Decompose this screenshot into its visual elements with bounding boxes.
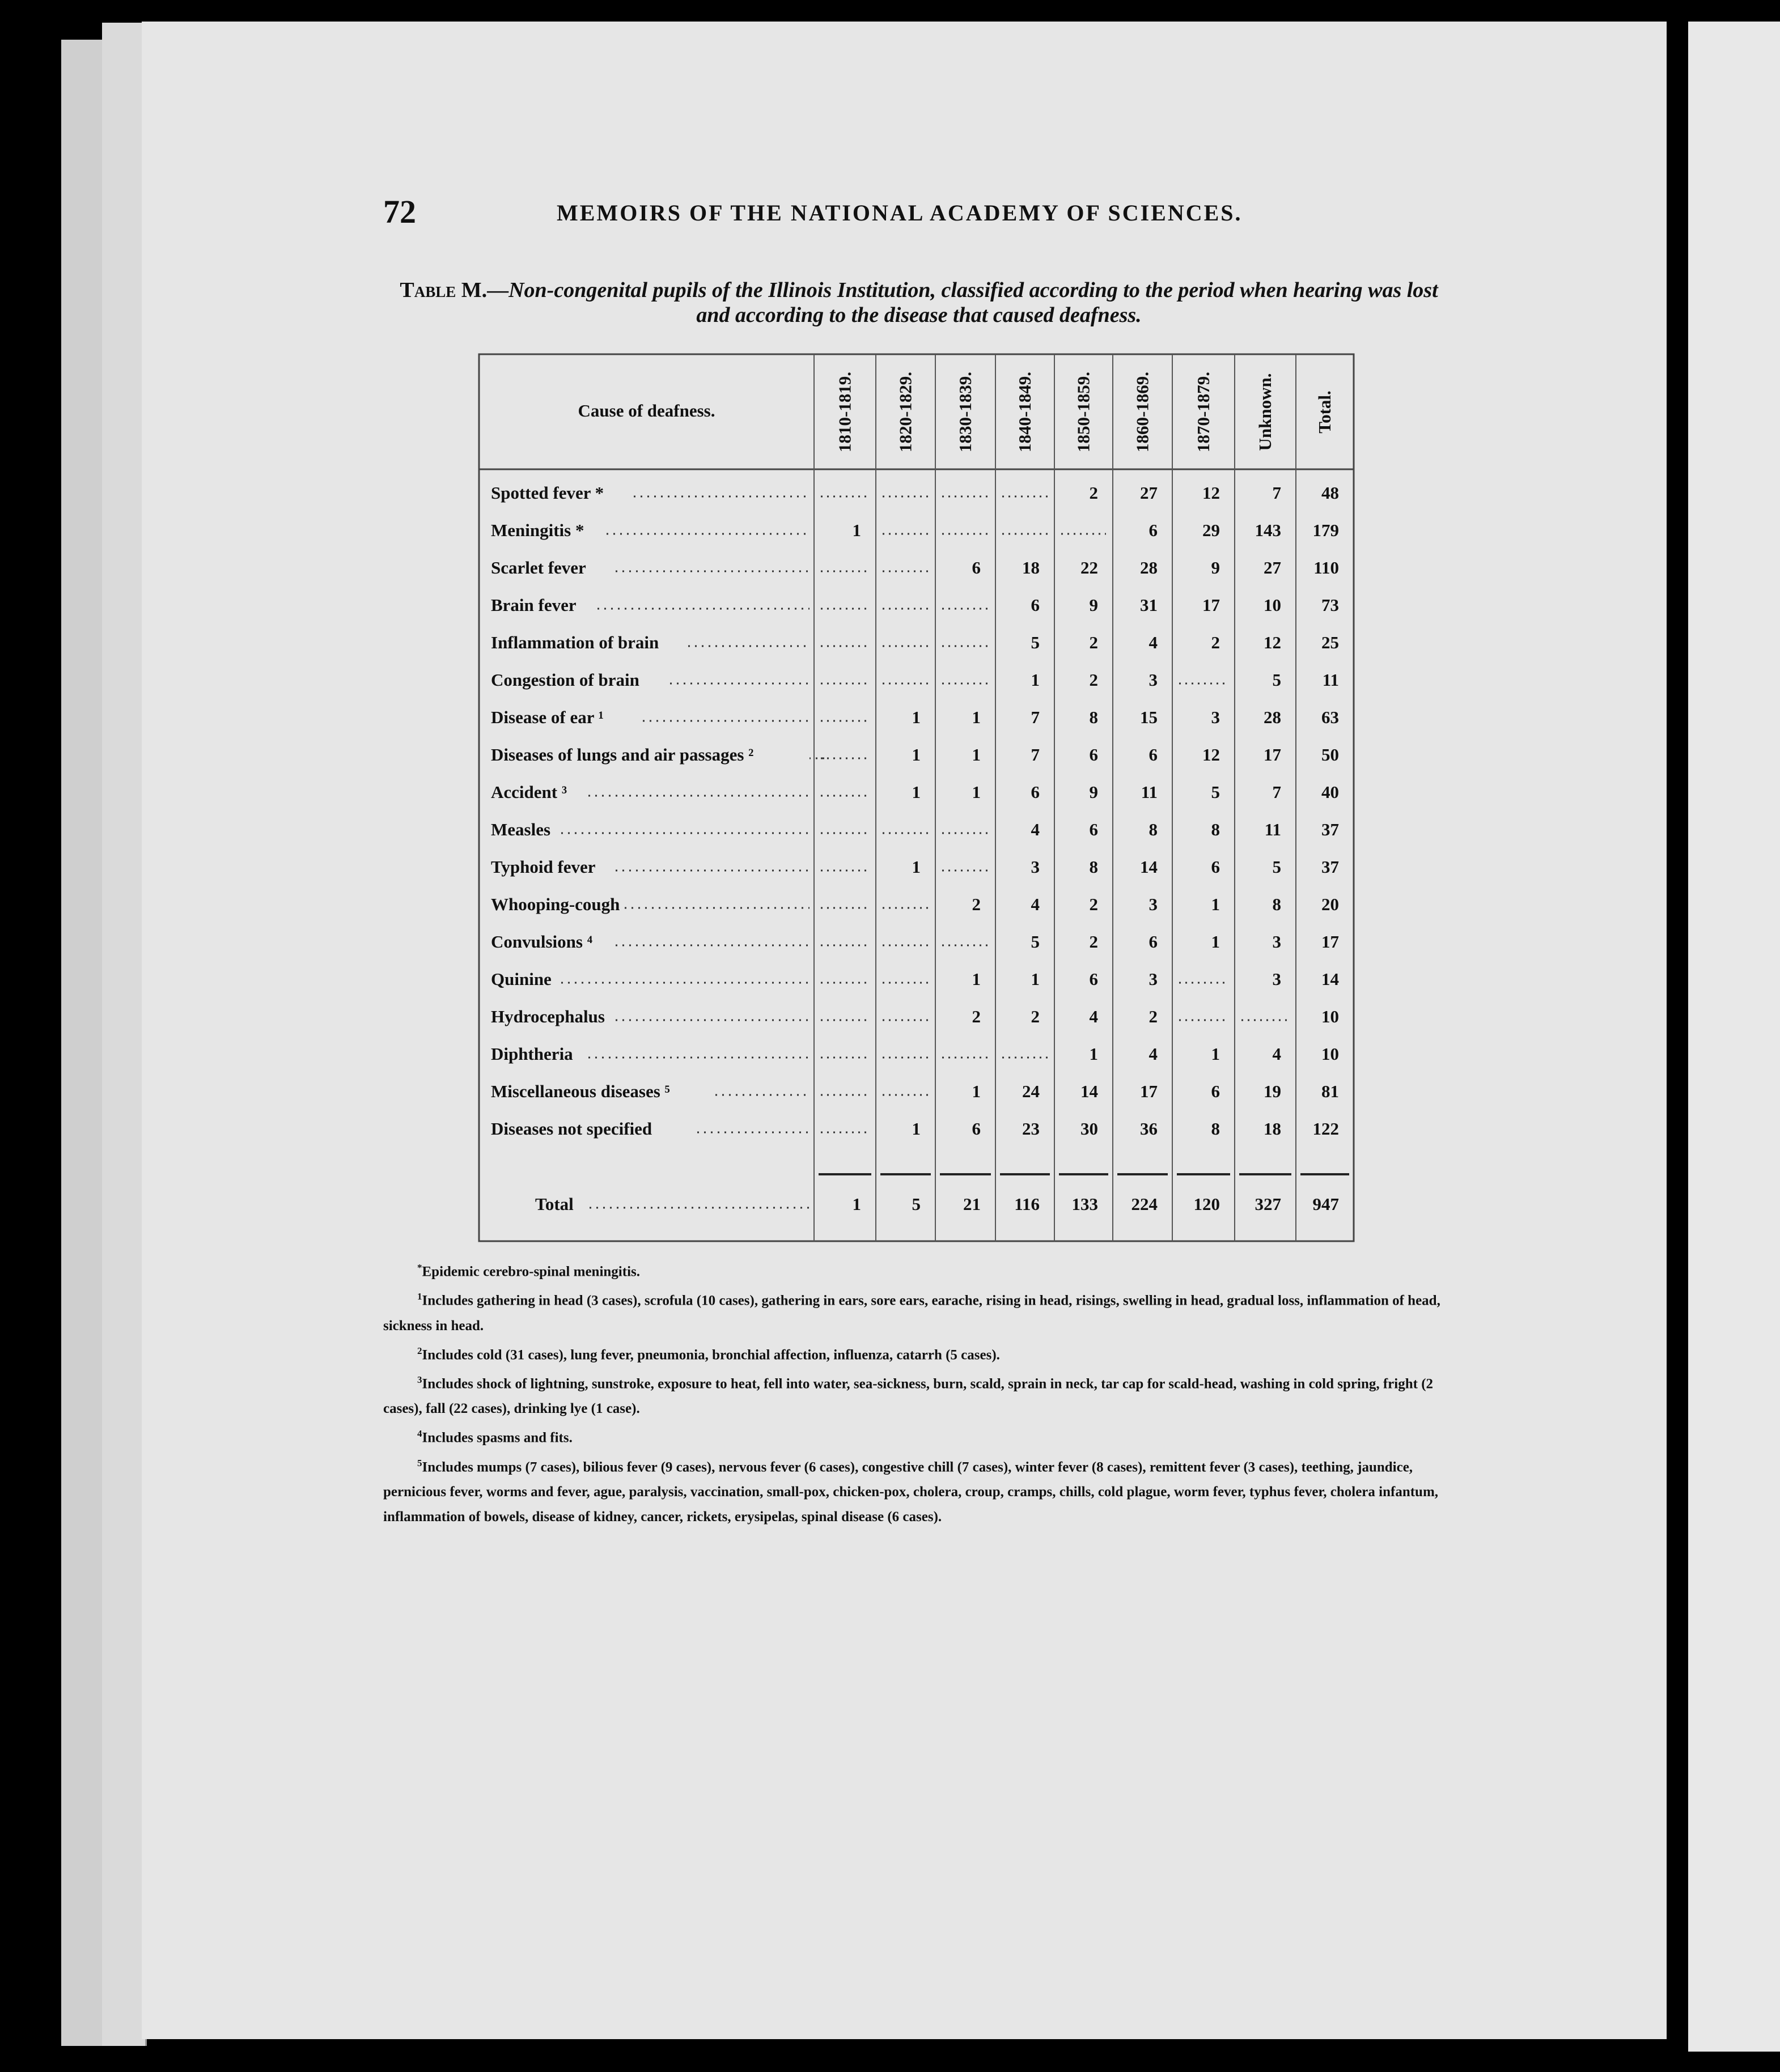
table-cell: 143: [1255, 520, 1281, 540]
table-cell: 31: [1140, 595, 1158, 615]
row-label: Inflammation of brain: [491, 632, 659, 652]
table-cell: 12: [1202, 745, 1220, 765]
table-cell: 9: [1089, 595, 1098, 615]
table-cell: 8: [1089, 707, 1098, 727]
table-cell: 6: [1089, 969, 1098, 989]
running-title: MEMOIRS OF THE NATIONAL ACADEMY OF SCIENCES.: [557, 200, 1243, 226]
column-header: 1860-1869.: [1132, 371, 1152, 453]
table-cell: 1: [912, 857, 921, 877]
table-cell: 8: [1272, 894, 1281, 914]
table-cell: 6: [1089, 820, 1098, 839]
footnotes: [383, 1255, 1447, 1530]
footnote: [383, 1421, 1447, 1450]
column-header: 1840-1849.: [1015, 371, 1035, 453]
row-label: Typhoid fever: [491, 857, 596, 877]
table-cell: 4: [1089, 1007, 1098, 1026]
column-header: 1820-1829.: [895, 371, 916, 453]
table-cell: 30: [1080, 1119, 1098, 1139]
table-cell: 12: [1202, 483, 1220, 503]
table-cell: 5: [1031, 632, 1040, 652]
caption-lead: Table M.—: [400, 278, 509, 302]
table-cell: 7: [1031, 745, 1040, 765]
table-cell: 7: [1272, 782, 1281, 802]
column-header: Unknown.: [1255, 373, 1275, 451]
table-cell: 1: [1031, 670, 1040, 690]
table-cell: 3: [1148, 670, 1158, 690]
table-cell: 22: [1080, 558, 1098, 578]
table-cell: 7: [1031, 707, 1040, 727]
total-cell: 21: [963, 1194, 981, 1214]
table-cell: 27: [1140, 483, 1158, 503]
row-label: Meningitis *: [491, 520, 584, 540]
table-cell: 6: [1211, 1081, 1220, 1101]
table-cell: 4: [1272, 1044, 1281, 1064]
table-cell: 4: [1148, 632, 1158, 652]
table-cell: 2: [1089, 670, 1098, 690]
footnote: [383, 1284, 1447, 1338]
footnote-mark: 3: [417, 1374, 422, 1385]
table-cell: 2: [1089, 632, 1098, 652]
table-cell: 2: [1089, 483, 1098, 503]
table-cell: 8: [1211, 1119, 1220, 1139]
column-header: 1850-1859.: [1073, 371, 1094, 453]
table-cell: 2: [1031, 1007, 1040, 1026]
table-cell: 10: [1321, 1044, 1339, 1064]
table-cell: 4: [1031, 820, 1040, 839]
table-cell: 6: [1211, 857, 1220, 877]
table-cell: 5: [1031, 932, 1040, 952]
table-cell: 20: [1321, 894, 1339, 914]
table-cell: 14: [1140, 857, 1158, 877]
table-cell: 9: [1089, 782, 1098, 802]
table-cell: 18: [1264, 1119, 1281, 1139]
table-cell: 6: [1148, 520, 1158, 540]
table-cell: 17: [1264, 745, 1281, 765]
table-cell: 48: [1321, 483, 1339, 503]
row-label: Accident ³: [491, 782, 567, 802]
row-label: Spotted fever *: [491, 483, 604, 503]
table-cell: 12: [1264, 632, 1281, 652]
row-label: Quinine: [491, 969, 552, 989]
table-cell: 6: [1148, 745, 1158, 765]
total-cell: 133: [1071, 1194, 1098, 1214]
table-cell: 73: [1321, 595, 1339, 615]
row-label: Convulsions ⁴: [491, 932, 593, 952]
table-cell: 23: [1022, 1119, 1040, 1139]
table-cell: 28: [1140, 558, 1158, 578]
table-cell: 36: [1140, 1119, 1158, 1139]
table-cell: 1: [912, 782, 921, 802]
total-cell: 327: [1255, 1194, 1281, 1214]
table-cell: 4: [1148, 1044, 1158, 1064]
row-label: Scarlet fever: [491, 558, 586, 578]
row-label: Congestion of brain: [491, 670, 639, 690]
table-cell: 6: [1031, 782, 1040, 802]
table-cell: 1: [972, 707, 981, 727]
table-cell: 3: [1148, 969, 1158, 989]
table-cell: 1: [1031, 969, 1040, 989]
footnote-text: Includes cold (31 cases), lung fever, pneumonia, bronchial affection, influenza, catarrh (5 cases).: [422, 1347, 1000, 1362]
footnote: [383, 1255, 1447, 1284]
table-cell: 37: [1321, 857, 1339, 877]
footnote: [383, 1368, 1447, 1421]
column-header: Total.: [1315, 390, 1334, 434]
row-label: Diseases of lungs and air passages ²: [491, 745, 754, 765]
footnote-mark: *: [417, 1262, 422, 1273]
total-cell: 5: [912, 1194, 921, 1214]
table-cell: 63: [1321, 707, 1339, 727]
table-cell: 1: [972, 969, 981, 989]
table-cell: 1: [1089, 1044, 1098, 1064]
footnote-text: Includes mumps (7 cases), bilious fever (9 cases), nervous fever (6 cases), congestive chill (7 cases), winter fever (8 cases), remittent fever (3 cases), teething, jaundice, pernicious fever, worms and fever, ague, paralysis, vaccination, small-pox, chicken-pox, cholera, croup, cramps, chills, cold plague, worm fever, typhus fever, cholera infantum, inflammation of bowels, disease of kidney, cancer, rickets, erysipelas, spinal disease (6 cases).: [383, 1459, 1439, 1525]
table-cell: 5: [1272, 670, 1281, 690]
table-cell: 37: [1321, 820, 1339, 839]
table-cell: 8: [1211, 820, 1220, 839]
total-cell: 947: [1312, 1194, 1339, 1214]
table-cell: 17: [1321, 932, 1339, 952]
table-cell: 3: [1031, 857, 1040, 877]
table-cell: 5: [1272, 857, 1281, 877]
table-cell: 1: [1211, 894, 1220, 914]
table-cell: 25: [1321, 632, 1339, 652]
total-label: Total: [535, 1194, 574, 1214]
table-cell: 50: [1321, 745, 1339, 765]
footnote: [383, 1339, 1447, 1368]
table-cell: 1: [1211, 932, 1220, 952]
footnote-mark: 1: [417, 1291, 422, 1302]
footnote-mark: 5: [417, 1457, 422, 1468]
footnote-text: Includes gathering in head (3 cases), scrofula (10 cases), gathering in ears, sore ears, earache, rising in head, risings, swelling in head, gradual loss, inflammation of head, sickness in head.: [383, 1293, 1440, 1334]
footnote-mark: 2: [417, 1345, 422, 1356]
footnote: [383, 1451, 1447, 1530]
table-cell: 81: [1321, 1081, 1339, 1101]
table-cell: 1: [912, 745, 921, 765]
table-cell: 110: [1313, 558, 1339, 578]
table-cell: 6: [1148, 932, 1158, 952]
table-cell: 2: [1089, 932, 1098, 952]
caption-text: Non-congenital pupils of the Illinois Institution, classified according to the period when hearing was lost and according to the disease that caused deafness.: [508, 278, 1438, 327]
column-header: 1810-1819.: [834, 371, 855, 453]
table-cell: 11: [1141, 782, 1158, 802]
total-cell: 116: [1014, 1194, 1040, 1214]
table-cell: 8: [1089, 857, 1098, 877]
table-cell: 1: [912, 707, 921, 727]
table-cell: 6: [1089, 745, 1098, 765]
table-cell: 3: [1148, 894, 1158, 914]
table-cell: 18: [1022, 558, 1040, 578]
row-label: Diphtheria: [491, 1044, 573, 1064]
table-cell: 29: [1202, 520, 1220, 540]
table-cell: 7: [1272, 483, 1281, 503]
footnote-text: Includes shock of lightning, sunstroke, exposure to heat, fell into water, sea-sickness, burn, scald, sprain in neck, tar cap for scald-head, washing in cold spring, fright (2 cases), fall (22 cases), drinking lye (1 case).: [383, 1376, 1434, 1417]
table-cell: 27: [1264, 558, 1281, 578]
total-cell: 120: [1193, 1194, 1220, 1214]
table-cell: 5: [1211, 782, 1220, 802]
table-cell: 1: [912, 1119, 921, 1139]
footnote-text: Includes spasms and fits.: [422, 1430, 573, 1446]
table-cell: 6: [972, 558, 981, 578]
row-label: Diseases not specified: [491, 1119, 652, 1139]
row-label: Brain fever: [491, 595, 577, 615]
row-label: Miscellaneous diseases ⁵: [491, 1081, 670, 1101]
table-cell: 8: [1148, 820, 1158, 839]
footnote-text: Epidemic cerebro-spinal meningitis.: [422, 1264, 640, 1280]
table-cell: 1: [1211, 1044, 1220, 1064]
table-cell: 1: [852, 520, 861, 540]
table-cell: 3: [1272, 969, 1281, 989]
table-cell: 15: [1140, 707, 1158, 727]
table-cell: 10: [1264, 595, 1281, 615]
table-cell: 14: [1080, 1081, 1098, 1101]
row-label: Hydrocephalus: [491, 1007, 605, 1026]
table-cell: 9: [1211, 558, 1220, 578]
total-cell: 224: [1131, 1194, 1158, 1214]
column-header: 1870-1879.: [1193, 371, 1213, 453]
table-cell: 14: [1321, 969, 1339, 989]
table-cell: 1: [972, 782, 981, 802]
table-cell: 122: [1312, 1119, 1339, 1139]
table-cell: 179: [1312, 520, 1339, 540]
table-cell: 19: [1264, 1081, 1281, 1101]
row-header-label: Cause of deafness.: [578, 401, 715, 421]
total-cell: 1: [852, 1194, 861, 1214]
table-cell: 17: [1140, 1081, 1158, 1101]
table-cell: 3: [1272, 932, 1281, 952]
table-cell: 11: [1264, 820, 1281, 839]
page-number: 72: [383, 193, 416, 230]
table-cell: 1: [972, 745, 981, 765]
table-cell: 4: [1031, 894, 1040, 914]
column-header: 1830-1839.: [955, 371, 975, 453]
footnote-mark: 4: [417, 1428, 422, 1440]
row-label: Disease of ear ¹: [491, 707, 604, 727]
table-cell: 17: [1202, 595, 1220, 615]
table-cell: 3: [1211, 707, 1220, 727]
table-cell: 40: [1321, 782, 1339, 802]
table-cell: 2: [972, 1007, 981, 1026]
table-cell: 11: [1322, 670, 1339, 690]
table-cell: 2: [1089, 894, 1098, 914]
table-cell: 6: [1031, 595, 1040, 615]
table-cell: 2: [972, 894, 981, 914]
table-cell: 2: [1148, 1007, 1158, 1026]
table-cell: 28: [1264, 707, 1281, 727]
table-cell: 10: [1321, 1007, 1339, 1026]
table-cell: 6: [972, 1119, 981, 1139]
row-label: Whooping-cough: [491, 894, 620, 914]
table-cell: 1: [972, 1081, 981, 1101]
table-cell: 2: [1211, 632, 1220, 652]
row-label: Measles: [491, 820, 551, 839]
table-cell: 24: [1022, 1081, 1040, 1101]
